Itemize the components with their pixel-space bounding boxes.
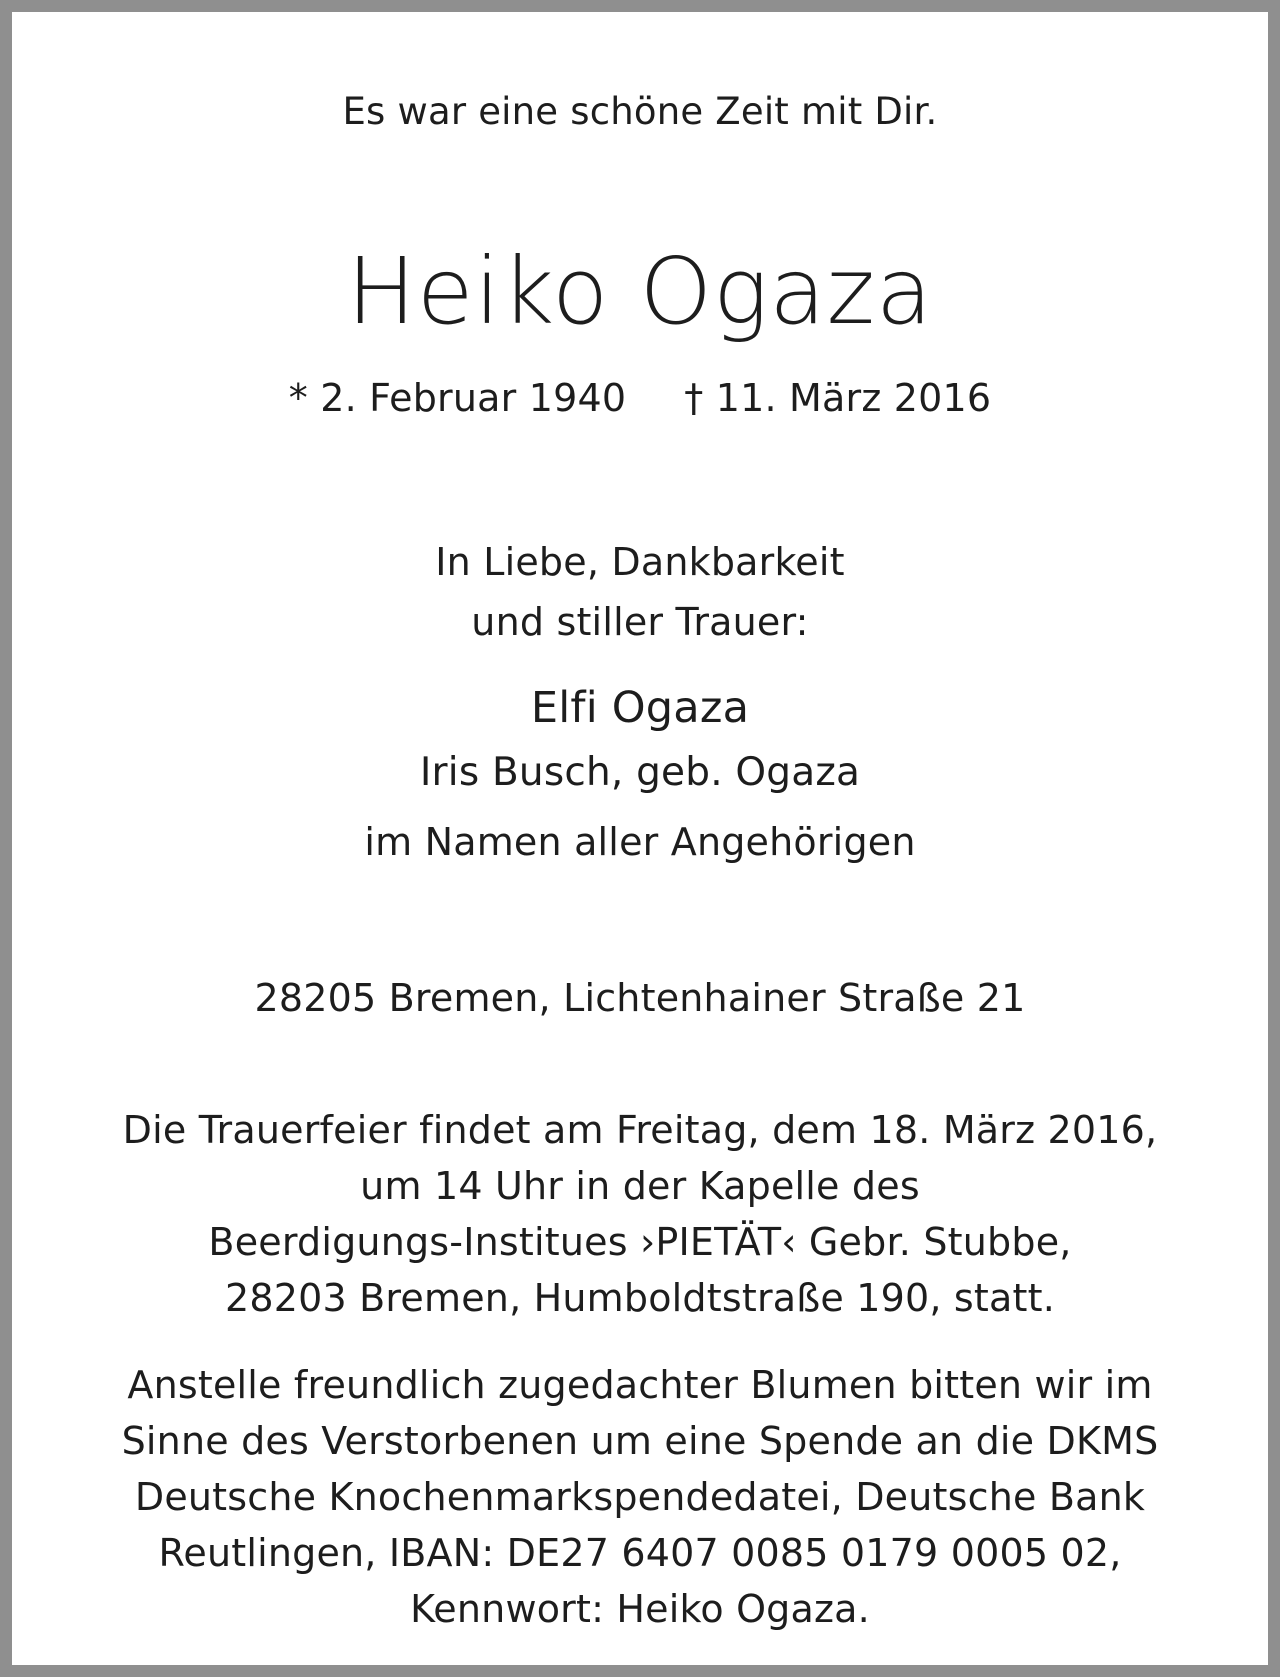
ceremony-info xyxy=(12,1102,1268,1326)
greeting-line: und stiller Trauer: xyxy=(471,600,809,644)
birth-date: * 2. Februar 1940 xyxy=(288,376,627,420)
deceased-name: Heiko Ogaza xyxy=(346,238,934,345)
donation-line: Deutsche Knochenmarkspendedatei, Deutsche Bank xyxy=(134,1475,1146,1519)
family-address: 28205 Bremen, Lichtenhainer Straße 21 xyxy=(254,976,1026,1020)
ceremony-line: um 14 Uhr in der Kapelle des xyxy=(360,1164,920,1208)
obituary-notice xyxy=(12,12,1268,1665)
greeting-line: In Liebe, Dankbarkeit xyxy=(435,540,845,584)
life-dates xyxy=(12,376,1268,420)
ceremony-line: 28203 Bremen, Humboldtstraße 190, statt. xyxy=(224,1276,1055,1320)
greeting xyxy=(12,532,1268,652)
mourners-note: im Namen aller Angehörigen xyxy=(364,820,916,864)
donation-line: Reutlingen, IBAN: DE27 6407 0085 0179 0005 02, xyxy=(158,1531,1122,1575)
donation-line: Sinne des Verstorbenen um eine Spende an die DKMS xyxy=(121,1419,1159,1463)
motto: Es war eine schöne Zeit mit Dir. xyxy=(342,90,938,133)
donation-line: Kennwort: Heiko Ogaza. xyxy=(410,1587,870,1631)
death-date: † 11. März 2016 xyxy=(684,376,992,420)
donation-info xyxy=(12,1357,1268,1637)
donation-line: Anstelle freundlich zugedachter Blumen bitten wir im xyxy=(127,1363,1153,1407)
ceremony-line: Die Trauerfeier findet am Freitag, dem 18. März 2016, xyxy=(122,1108,1158,1152)
mourner-name: Elfi Ogaza xyxy=(530,683,750,733)
mourner-name: Iris Busch, geb. Ogaza xyxy=(419,750,861,795)
ceremony-line: Beerdigungs-Institues ›PIETÄT‹ Gebr. Stubbe, xyxy=(208,1220,1072,1264)
